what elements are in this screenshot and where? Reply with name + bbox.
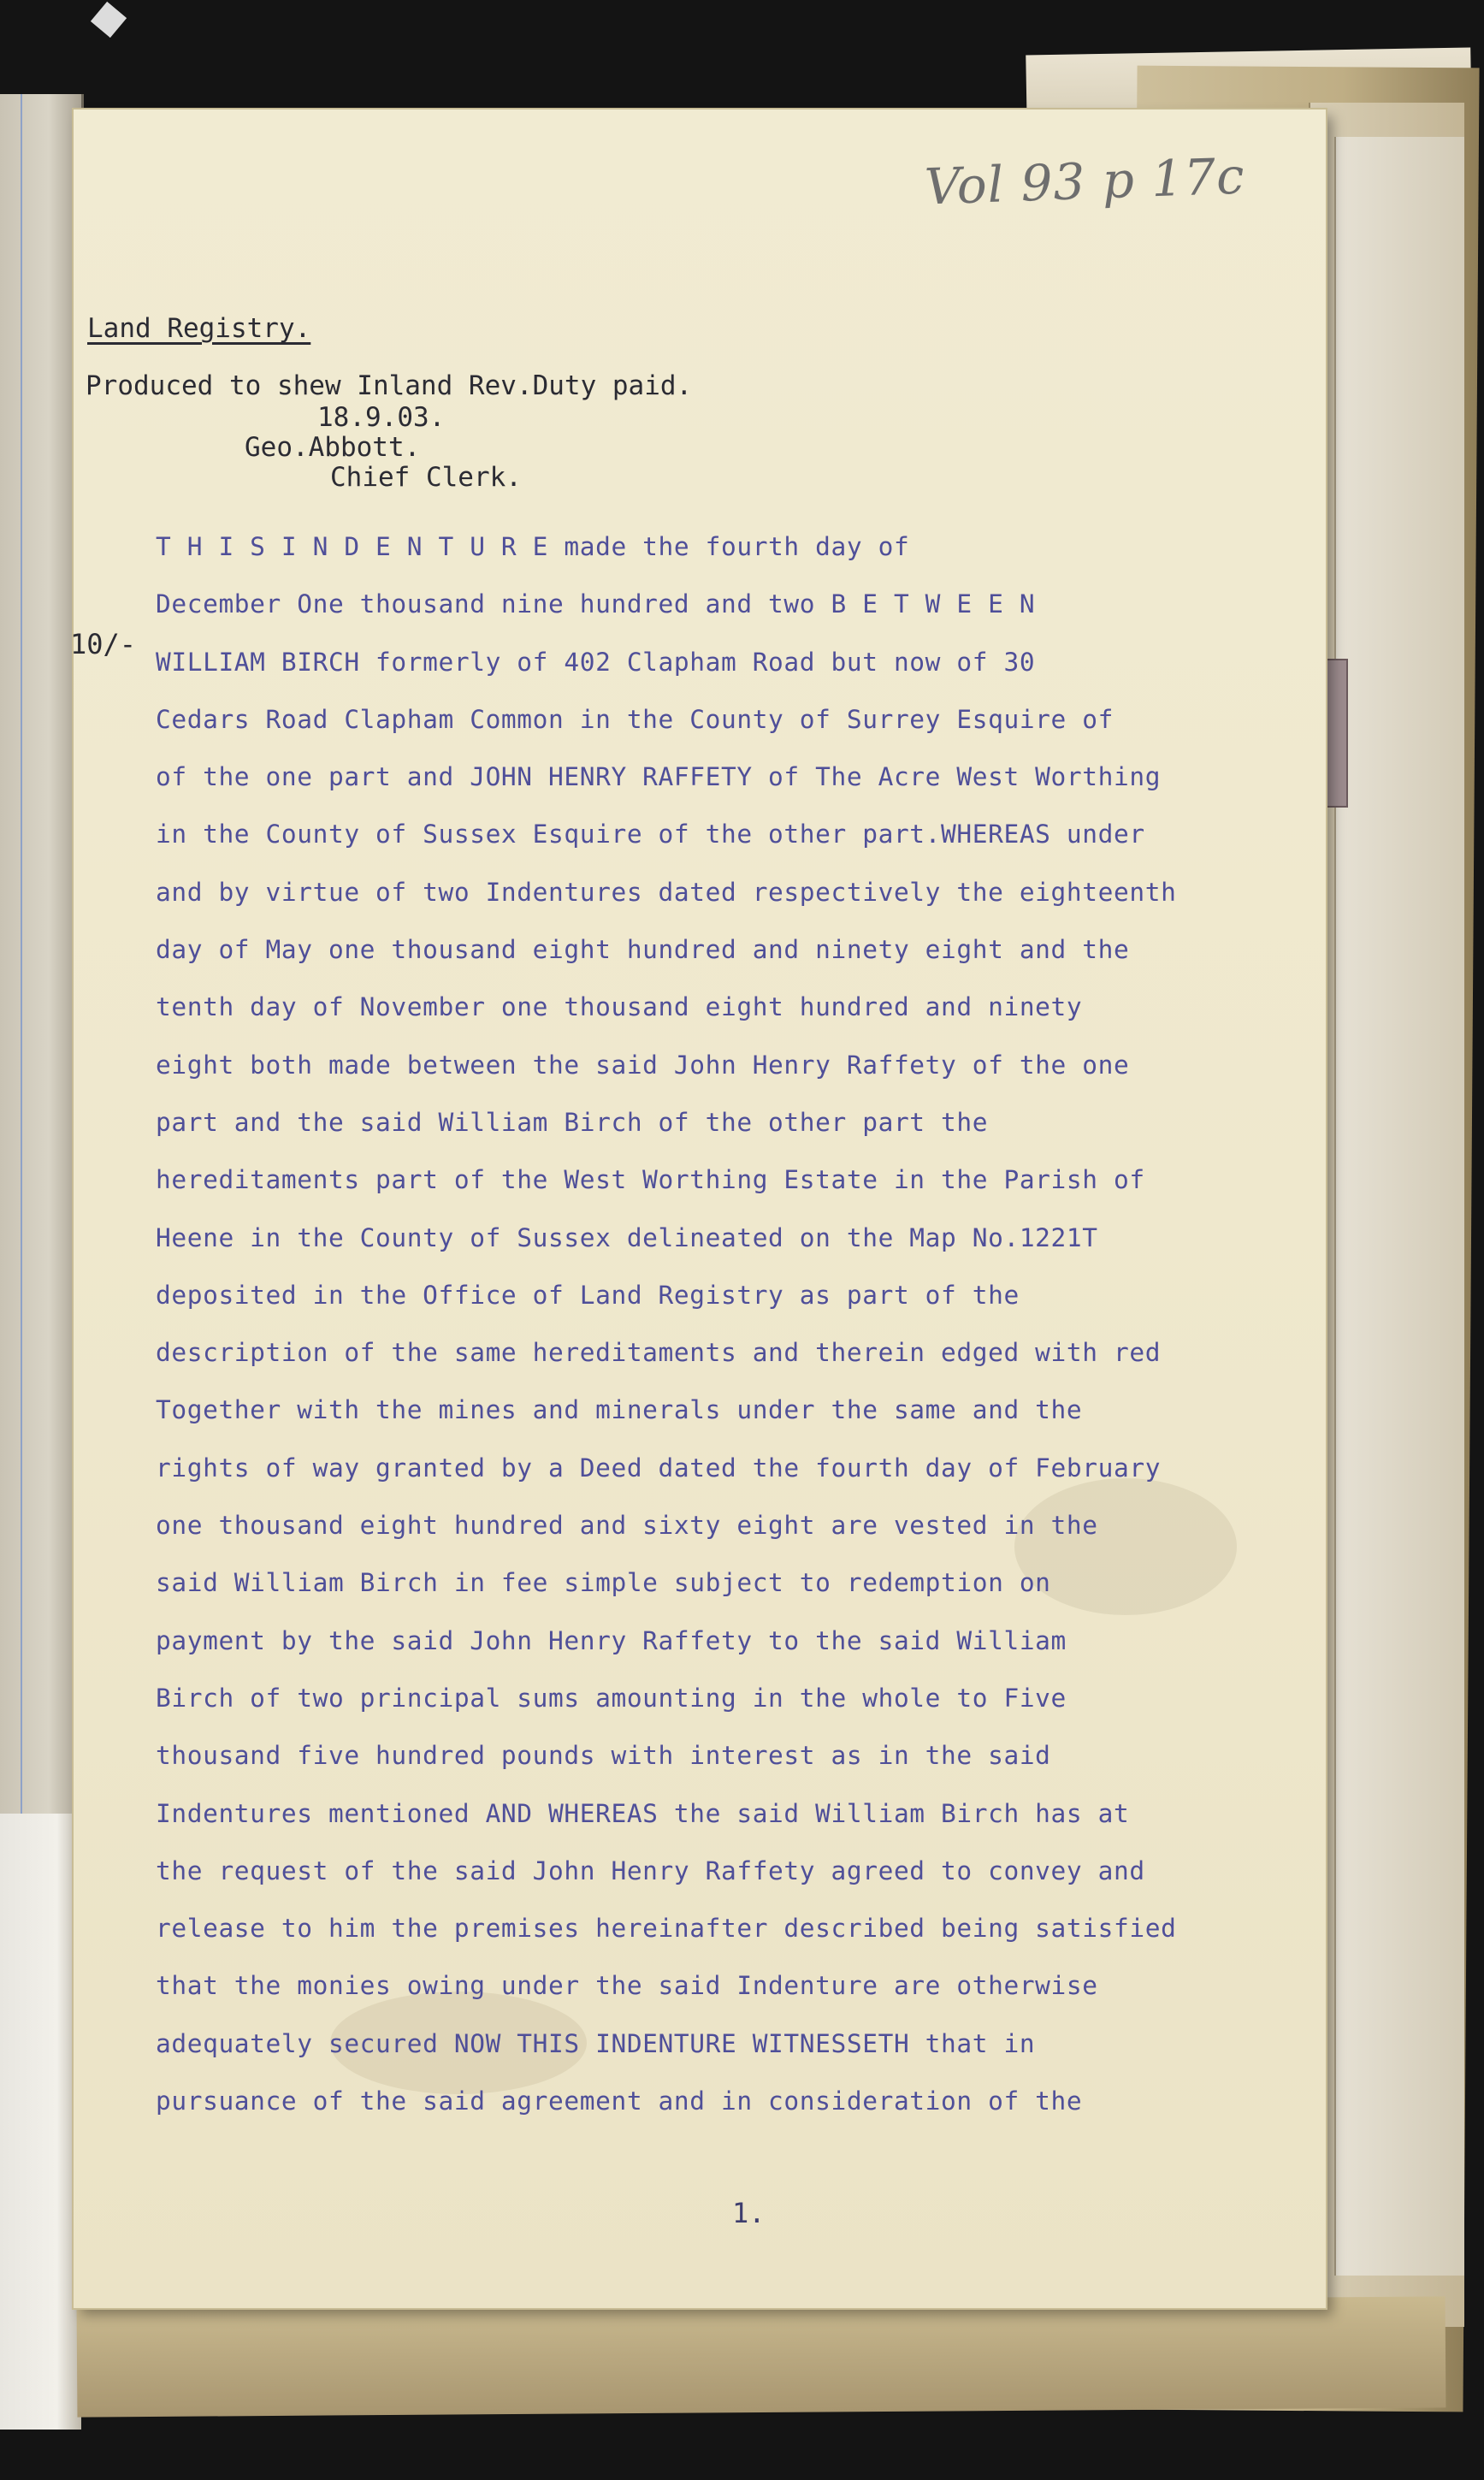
page-number: 1. xyxy=(732,2197,766,2229)
body-line: Indentures mentioned AND WHEREAS the said William Birch has at xyxy=(156,1798,1130,1828)
body-line: WILLIAM BIRCH formerly of 402 Clapham Road but now of 30 xyxy=(156,647,1036,677)
body-line: Birch of two principal sums amounting in the whole to Five xyxy=(156,1683,1067,1713)
body-line: eight both made between the said John Henry Raffety of the one xyxy=(156,1050,1130,1080)
body-line: thousand five hundred pounds with interest as in the said xyxy=(156,1741,1051,1771)
body-line: said William Birch in fee simple subject to redemption on xyxy=(156,1568,1051,1598)
indenture-page xyxy=(70,109,1326,2308)
body-line: of the one part and JOHN HENRY RAFFETY of The Acre West Worthing xyxy=(156,762,1162,792)
receipt-signatory-title: Chief Clerk. xyxy=(330,462,522,493)
body-line: description of the same hereditaments and therein edged with red xyxy=(156,1338,1162,1368)
body-line: release to him the premises hereinafter described being satisfied xyxy=(156,1914,1177,1944)
body-line: Together with the mines and minerals under the same and the xyxy=(156,1395,1083,1425)
pencil-volume-reference: Vol 93 p 17c xyxy=(923,146,1246,216)
body-line: the request of the said John Henry Raffety agreed to convey and xyxy=(156,1856,1145,1885)
body-line: that the monies owing under the said Indenture are otherwise xyxy=(156,1971,1098,2001)
body-line: payment by the said John Henry Raffety to the said William xyxy=(156,1625,1067,1655)
body-line: part and the said William Birch of the other part the xyxy=(156,1107,989,1137)
body-line: adequately secured NOW THIS INDENTURE WITNESSETH that in xyxy=(156,2028,1036,2058)
body-line: December One thousand nine hundred and two B E T W E E N xyxy=(156,589,1036,619)
body-line: rights of way granted by a Deed dated the fourth day of February xyxy=(156,1453,1162,1483)
body-line: tenth day of November one thousand eight hundred and ninety xyxy=(156,992,1083,1022)
body-line: deposited in the Office of Land Registry as part of the xyxy=(156,1280,1020,1310)
duty-margin-note: 10/- xyxy=(70,628,137,660)
receipt-line: Produced to shew Inland Rev.Duty paid. xyxy=(86,370,693,401)
body-line: pursuance of the said agreement and in consideration of the xyxy=(156,2086,1083,2116)
receipt-date: 18.9.03. xyxy=(317,402,446,433)
torn-bottom-edge xyxy=(77,2296,1446,2417)
body-line: one thousand eight hundred and sixty eight are vested in the xyxy=(156,1511,1098,1541)
body-line: Heene in the County of Sussex delineated on the Map No.1221T xyxy=(156,1222,1098,1252)
adjacent-volume-edge xyxy=(0,94,84,2335)
indenture-body xyxy=(156,518,1319,2130)
body-line: T H I S I N D E N T U R E made the fourth day of xyxy=(156,532,910,561)
receipt-signatory: Geo.Abbott. xyxy=(245,432,421,463)
white-paper-band xyxy=(0,1814,81,2430)
body-line: in the County of Sussex Esquire of the other part.WHEREAS under xyxy=(156,820,1145,849)
rear-document-sheet xyxy=(1334,137,1464,2276)
body-line: Cedars Road Clapham Common in the County of Surrey Esquire of xyxy=(156,704,1114,734)
body-line: hereditaments part of the West Worthing Estate in the Parish of xyxy=(156,1165,1145,1195)
body-line: day of May one thousand eight hundred and ninety eight and the xyxy=(156,935,1130,965)
document-heading: Land Registry. xyxy=(87,313,311,344)
body-line: and by virtue of two Indentures dated respectively the eighteenth xyxy=(156,877,1177,907)
corner-mark xyxy=(91,2,127,38)
